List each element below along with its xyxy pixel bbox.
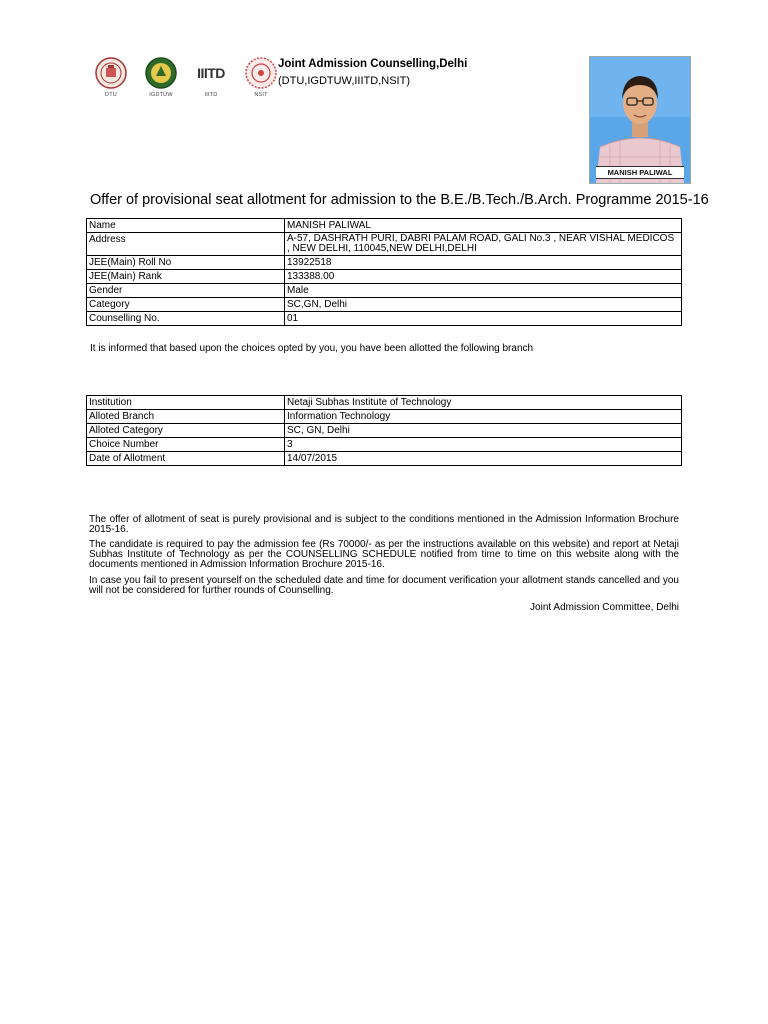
table-row (87, 410, 682, 424)
table-row (87, 233, 682, 256)
field-label: JEE(Main) Roll No (87, 256, 285, 270)
field-value: Netaji Subhas Institute of Technology (285, 396, 682, 410)
committee-signature: Joint Admission Committee, Delhi (530, 602, 679, 613)
iiitd-wordmark: IIITD (197, 65, 225, 81)
candidate-photo (589, 56, 691, 184)
field-label: Address (87, 233, 285, 256)
field-value: 133388.00 (285, 270, 682, 284)
field-label: JEE(Main) Rank (87, 270, 285, 284)
table-row (87, 312, 682, 326)
logo-iiitd (192, 56, 230, 98)
logo-igdtuw (142, 56, 180, 98)
field-label: Choice Number (87, 438, 285, 452)
table-row (87, 424, 682, 438)
field-value: SC, GN, Delhi (285, 424, 682, 438)
field-value: Information Technology (285, 410, 682, 424)
logo-dtu (92, 56, 130, 98)
field-value: 14/07/2015 (285, 452, 682, 466)
candidate-portrait-image (590, 57, 690, 183)
cancellation-paragraph: In case you fail to present yourself on the scheduled date and time for document verification your allotment stands cancelled and you will not be considered for further rounds of Counselling. (89, 575, 679, 596)
field-value: Male (285, 284, 682, 298)
table-row (87, 396, 682, 410)
field-label: Gender (87, 284, 285, 298)
header-title: Joint Admission Counselling,Delhi (278, 58, 468, 70)
table-row (87, 298, 682, 312)
field-value: MANISH PALIWAL (285, 219, 682, 233)
allotment-note: It is informed that based upon the choices opted by you, you have been allotted the following branch (90, 343, 534, 354)
photo-caption: MANISH PALIWAL (596, 166, 684, 179)
igdtuw-emblem-icon (142, 56, 180, 90)
field-value: 13922518 (285, 256, 682, 270)
field-label: Institution (87, 396, 285, 410)
logo-caption: IIITD (204, 92, 218, 98)
fee-instructions-paragraph: The candidate is required to pay the admission fee (Rs 70000/- as per the instructions available on this website) and report at Netaji Subhas Institute of Technology as per the COUNSELLING SCHEDULE notified from time to time on this website along with the documents mentioned in Admission Information Brochure 2015-16. (89, 539, 679, 570)
candidate-details-table (86, 218, 682, 326)
field-label: Alloted Branch (87, 410, 285, 424)
table-row (87, 219, 682, 233)
dtu-emblem-icon (92, 56, 130, 90)
field-label: Date of Allotment (87, 452, 285, 466)
table-row (87, 452, 682, 466)
logo-caption: DTU (105, 92, 117, 98)
document-title: Offer of provisional seat allotment for admission to the B.E./B.Tech./B.Arch. Programme 2015-16 (90, 192, 709, 208)
header-subtitle: (DTU,IGDTUW,IIITD,NSIT) (278, 75, 410, 87)
logo-caption: IGDTUW (149, 92, 173, 98)
table-row (87, 256, 682, 270)
iiitd-logo-icon (192, 56, 230, 90)
field-label: Alloted Category (87, 424, 285, 438)
field-value: 01 (285, 312, 682, 326)
logo-nsit (242, 56, 280, 98)
table-row (87, 270, 682, 284)
field-label: Name (87, 219, 285, 233)
table-row (87, 284, 682, 298)
table-row (87, 438, 682, 452)
field-label: Category (87, 298, 285, 312)
field-value: A-57, DASHRATH PURI, DABRI PALAM ROAD, GALI No.3 , NEAR VISHAL MEDICOS , NEW DELHI, 110045,NEW DELHI,DELHI (285, 233, 682, 256)
allotment-details-table (86, 395, 682, 466)
field-value: 3 (285, 438, 682, 452)
field-label: Counselling No. (87, 312, 285, 326)
provisional-offer-paragraph: The offer of allotment of seat is purely provisional and is subject to the conditions mentioned in the Admission Information Brochure 2015-16. (89, 514, 679, 535)
institution-logos (92, 56, 282, 104)
nsit-emblem-icon (242, 56, 280, 90)
field-value: SC,GN, Delhi (285, 298, 682, 312)
logo-caption: NSIT (254, 92, 268, 98)
